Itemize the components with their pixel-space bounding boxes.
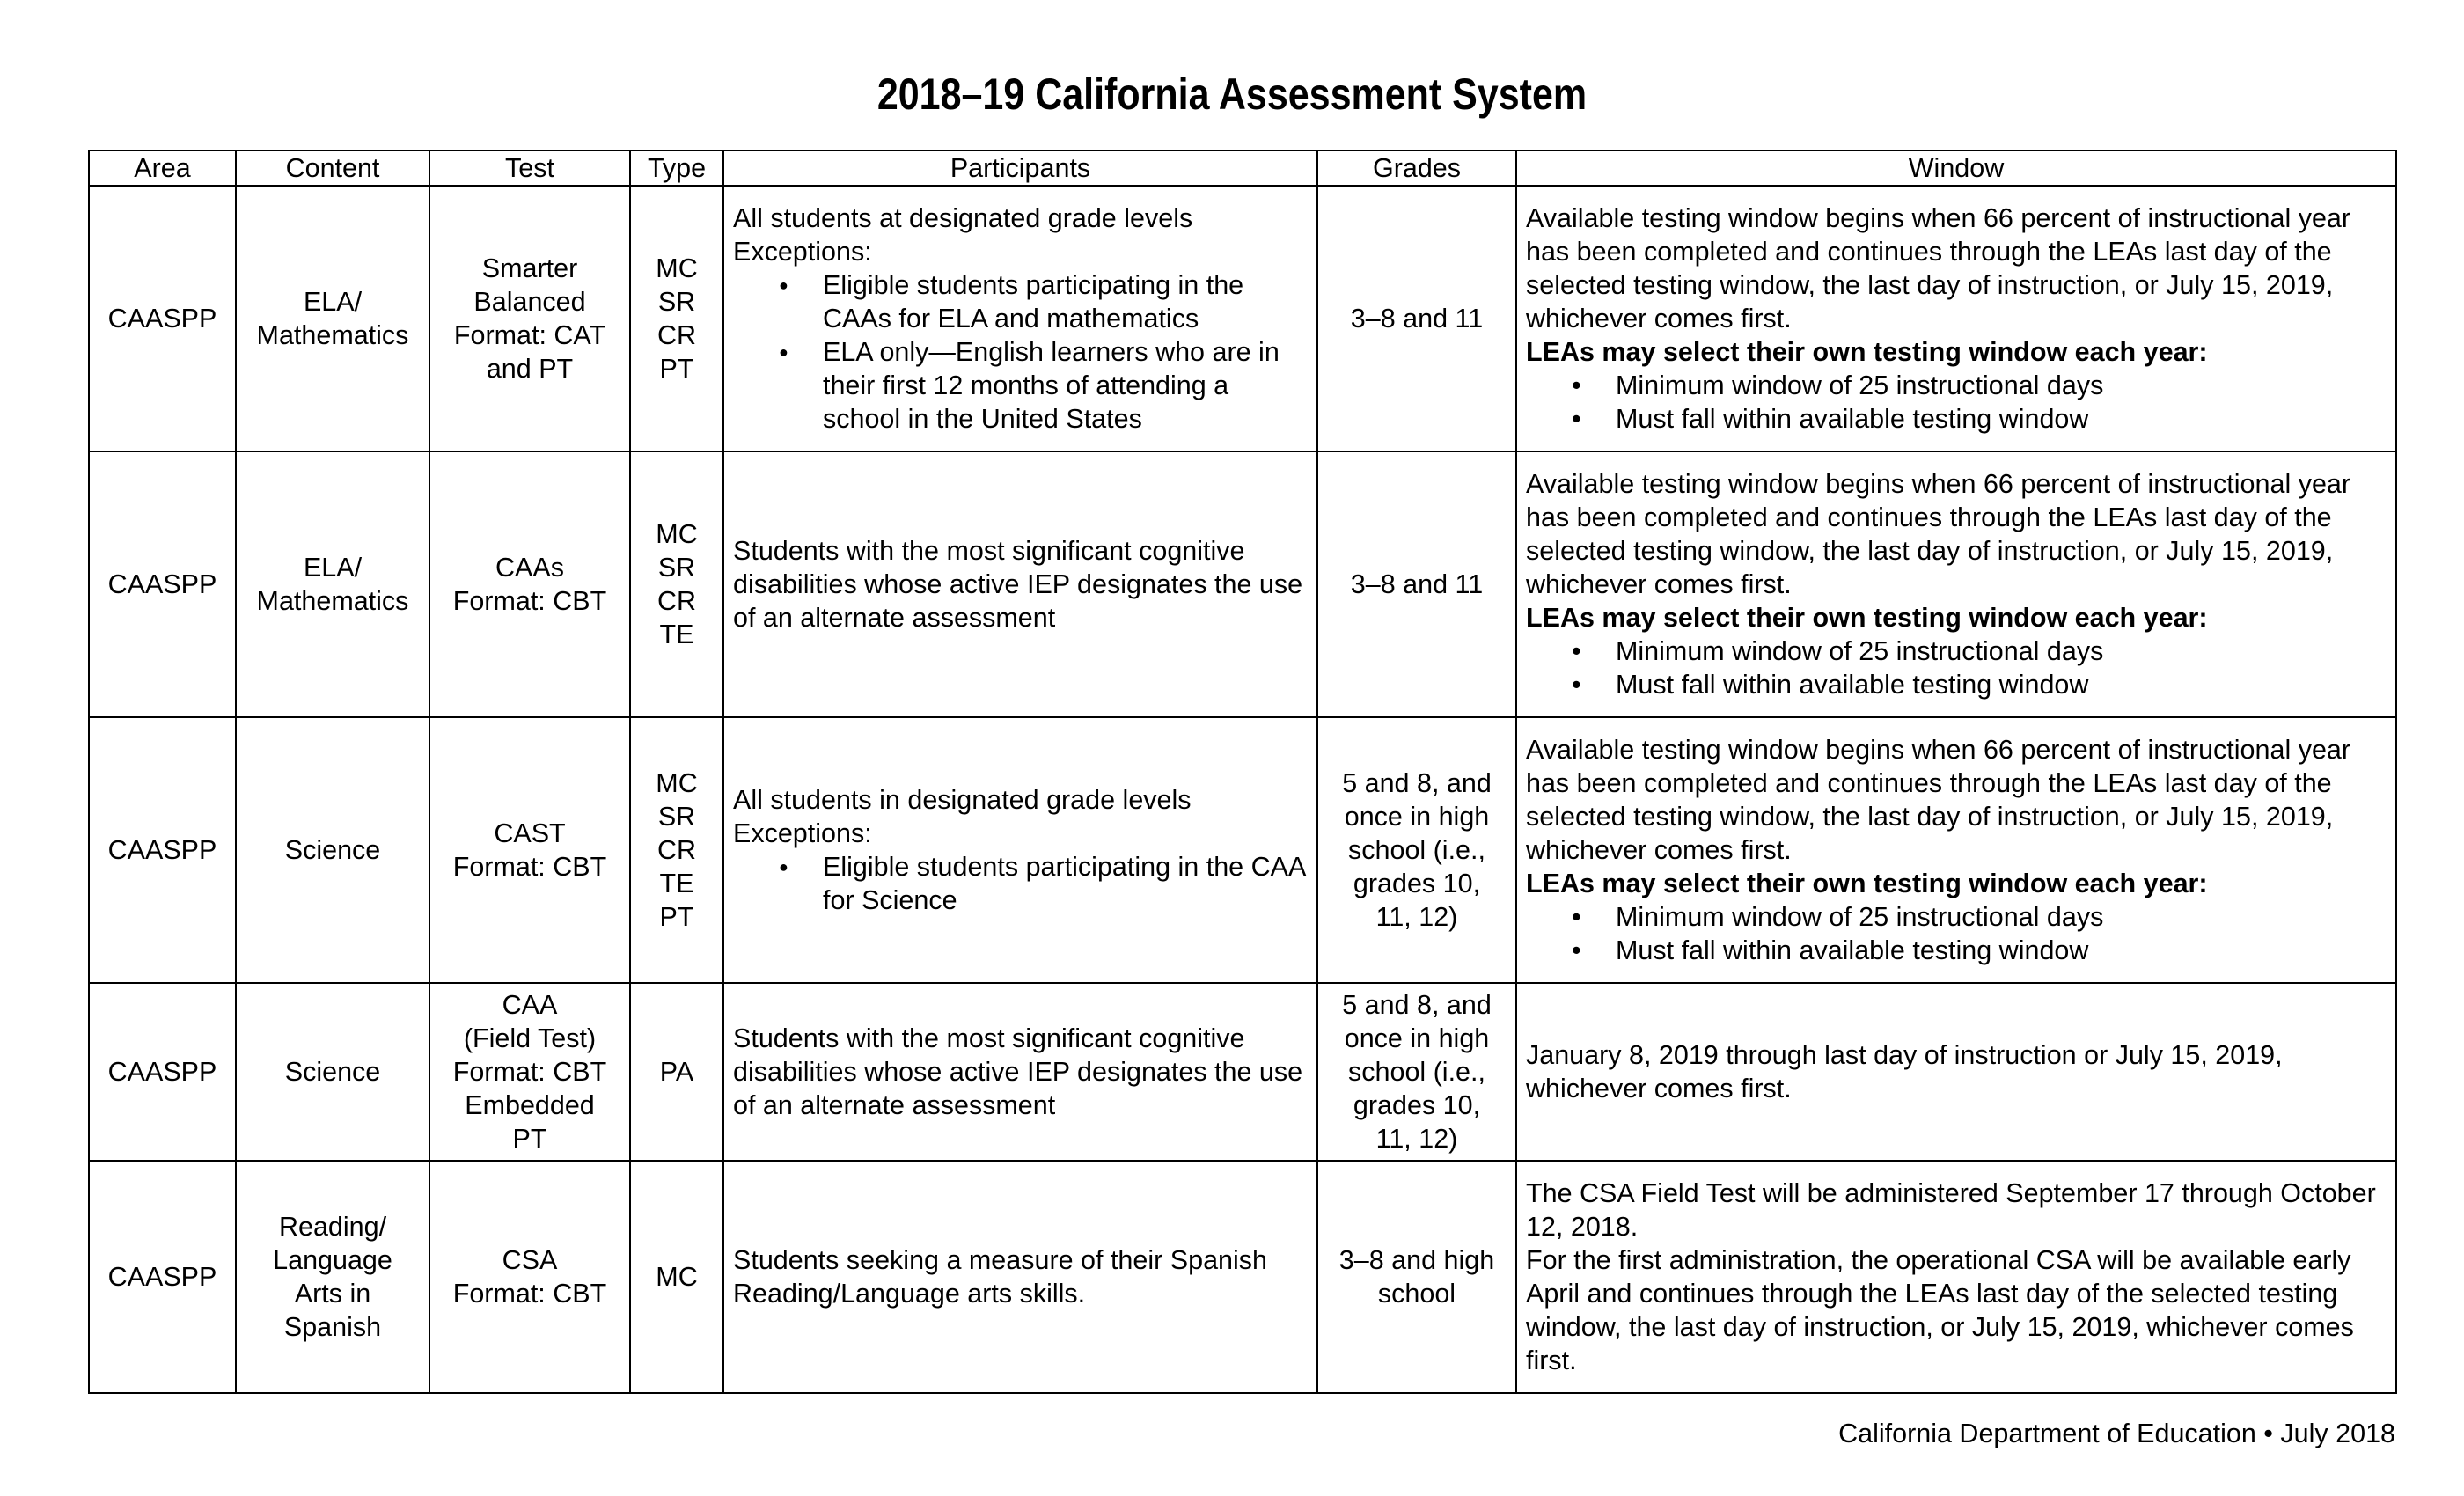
cell-window: Available testing window begins when 66 percent of instructional year has been completed and continues through the LEAs last day of the selected testing window, the last day of instruction, or July 15, 2019, whichever comes first. LEAs may select their own testing window each year: • Minimum window of 25 instructional days • Must fall within available testing window: [1516, 451, 2396, 717]
cell-type: MC SR CR TE: [630, 451, 723, 717]
assessment-table: [88, 150, 2397, 1394]
cell-participants: All students at designated grade levels Exceptions: ● Eligible students participating in the CAAs for ELA and mathematics ● ELA only—English learners who are in their first 12 months of attending a school in the United States: [723, 186, 1317, 451]
list-item: • Minimum window of 25 instructional days: [1616, 634, 2387, 668]
cell-window: Available testing window begins when 66 percent of instructional year has been completed and continues through the LEAs last day of the selected testing window, the last day of instruction, or July 15, 2019, whichever comes first. LEAs may select their own testing window each year: • Minimum window of 25 instructional days • Must fall within available testing window: [1516, 717, 2396, 983]
header-test: Test: [429, 150, 630, 186]
cell-area: CAASPP: [89, 983, 236, 1161]
table-row: [89, 451, 2396, 717]
cell-test: Smarter Balanced Format: CAT and PT: [429, 186, 630, 451]
header-window: Window: [1516, 150, 2396, 186]
cell-content: Science: [236, 717, 429, 983]
cell-window: Available testing window begins when 66 percent of instructional year has been completed and continues through the LEAs last day of the selected testing window, the last day of instruction, or July 15, 2019, whichever comes first. LEAs may select their own testing window each year: • Minimum window of 25 instructional days • Must fall within available testing window: [1516, 186, 2396, 451]
cell-area: CAASPP: [89, 186, 236, 451]
cell-type: MC SR CR PT: [630, 186, 723, 451]
cell-type: MC: [630, 1161, 723, 1393]
table-row: [89, 1161, 2396, 1393]
cell-content: ELA/ Mathematics: [236, 451, 429, 717]
cell-participants: All students in designated grade levels Exceptions: ● Eligible students participating in the CAA for Science: [723, 717, 1317, 983]
header-area: Area: [89, 150, 236, 186]
cell-participants: Students with the most significant cognitive disabilities whose active IEP designates the use of an alternate assessment: [723, 983, 1317, 1161]
cell-area: CAASPP: [89, 717, 236, 983]
cell-content: Science: [236, 983, 429, 1161]
list-item: • Minimum window of 25 instructional days: [1616, 900, 2387, 934]
cell-participants: Students seeking a measure of their Spanish Reading/Language arts skills.: [723, 1161, 1317, 1393]
list-item: • Must fall within available testing window: [1616, 402, 2387, 436]
list-item: • Must fall within available testing window: [1616, 934, 2387, 967]
cell-participants: Students with the most significant cognitive disabilities whose active IEP designates the use of an alternate assessment: [723, 451, 1317, 717]
footer: California Department of Education • July 2018: [1838, 1419, 2395, 1448]
cell-test: CAAs Format: CBT: [429, 451, 630, 717]
cell-grades: 3–8 and 11: [1317, 186, 1516, 451]
list-item: ● Eligible students participating in the CAAs for ELA and mathematics: [823, 268, 1308, 335]
cell-area: CAASPP: [89, 451, 236, 717]
header-grades: Grades: [1317, 150, 1516, 186]
cell-type: MC SR CR TE PT: [630, 717, 723, 983]
cell-grades: 5 and 8, and once in high school (i.e., grades 10, 11, 12): [1317, 983, 1516, 1161]
cell-test: CAST Format: CBT: [429, 717, 630, 983]
cell-content: Reading/ Language Arts in Spanish: [236, 1161, 429, 1393]
cell-content: ELA/ Mathematics: [236, 186, 429, 451]
cell-grades: 5 and 8, and once in high school (i.e., grades 10, 11, 12): [1317, 717, 1516, 983]
cell-window: January 8, 2019 through last day of instruction or July 15, 2019, whichever comes first.: [1516, 983, 2396, 1161]
list-item: ● Eligible students participating in the CAA for Science: [823, 850, 1308, 917]
cell-type: PA: [630, 983, 723, 1161]
table-row: [89, 717, 2396, 983]
page-title: 2018–19 California Assessment System: [876, 70, 1588, 119]
list-item: ● ELA only—English learners who are in their first 12 months of attending a school in the United States: [823, 335, 1308, 436]
cell-grades: 3–8 and high school: [1317, 1161, 1516, 1393]
cell-grades: 3–8 and 11: [1317, 451, 1516, 717]
cell-test: CSA Format: CBT: [429, 1161, 630, 1393]
cell-window: The CSA Field Test will be administered September 17 through October 12, 2018. For the first administration, the operational CSA will be available early April and continues through the LEAs last day of the selected testing window, the last day of instruction, or July 15, 2019, whichever comes first.: [1516, 1161, 2396, 1393]
list-item: • Must fall within available testing window: [1616, 668, 2387, 701]
header-type: Type: [630, 150, 723, 186]
cell-test: CAA (Field Test) Format: CBT Embedded PT: [429, 983, 630, 1161]
header-content: Content: [236, 150, 429, 186]
table-row: [89, 186, 2396, 451]
list-item: • Minimum window of 25 instructional days: [1616, 369, 2387, 402]
header-participants: Participants: [723, 150, 1317, 186]
table-row: [89, 983, 2396, 1161]
table-header-row: [89, 150, 2396, 186]
cell-area: CAASPP: [89, 1161, 236, 1393]
